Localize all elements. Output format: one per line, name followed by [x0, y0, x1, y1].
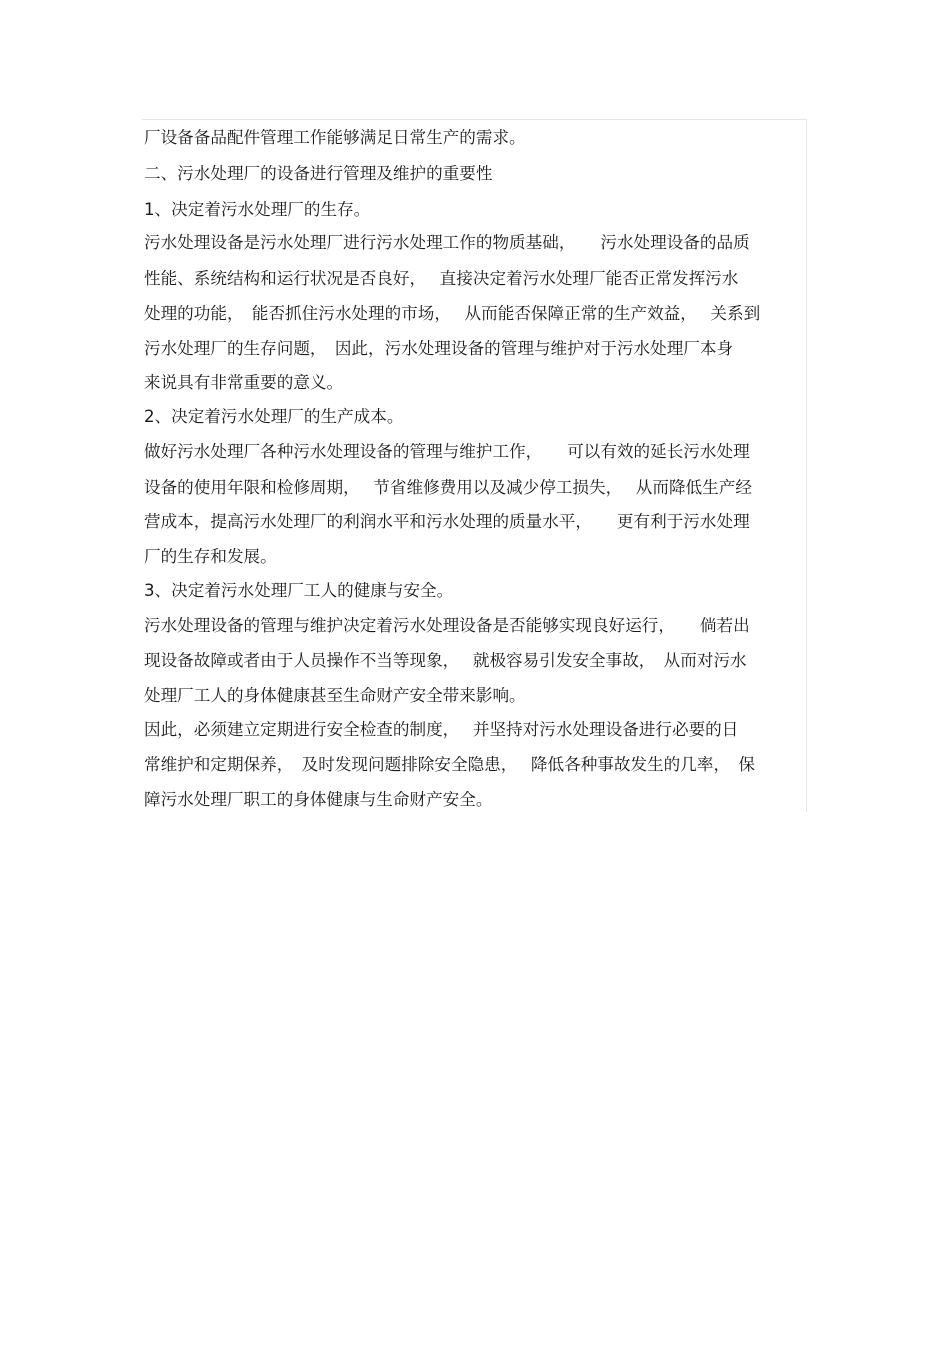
- text-line: 营成本，提高污水处理厂的利润水平和污水处理的质量水平， 更有利于污水处理: [144, 512, 750, 531]
- text-line: 障污水处理厂职工的身体健康与生命财产安全。: [144, 790, 493, 809]
- text-line: 来说具有非常重要的意义。: [144, 373, 344, 392]
- text-line: 污水处理设备的管理与维护决定着污水处理设备是否能够实现良好运行， 倘若出: [144, 616, 750, 635]
- subsection-heading: 2、决定着污水处理厂的生产成本。: [144, 407, 404, 426]
- section-heading: 二、污水处理厂的设备进行管理及维护的重要性: [144, 164, 493, 183]
- text-line: 厂设备备品配件管理工作能够满足日常生产的需求。: [144, 128, 526, 147]
- text-line: 常维护和定期保养， 及时发现问题排除安全隐患， 降低各种事故发生的几率， 保: [144, 755, 755, 774]
- subsection-heading: 1、决定着污水处理厂的生存。: [144, 200, 371, 219]
- text-line: 做好污水处理厂各种污水处理设备的管理与维护工作， 可以有效的延长污水处理: [144, 442, 750, 461]
- text-line: 设备的使用年限和检修周期， 节省维修费用以及减少停工损失， 从而降低生产经: [144, 478, 752, 497]
- subsection-heading: 3、决定着污水处理厂工人的健康与安全。: [144, 581, 454, 600]
- text-line: 因此，必须建立定期进行安全检查的制度， 并坚持对污水处理设备进行必要的日: [144, 720, 739, 739]
- text-frame: [142, 119, 807, 812]
- text-line: 厂的生存和发展。: [144, 547, 277, 566]
- text-line: 性能、系统结构和运行状况是否良好， 直接决定着污水处理厂能否正常发挥污水: [144, 269, 739, 288]
- text-line: 污水处理厂的生存问题， 因此，污水处理设备的管理与维护对于污水处理厂本身: [144, 339, 734, 358]
- text-line: 污水处理设备是污水处理厂进行污水处理工作的物质基础， 污水处理设备的品质: [144, 233, 750, 252]
- text-line: 处理厂工人的身体健康甚至生命财产安全带来影响。: [144, 686, 526, 705]
- text-line: 处理的功能， 能否抓住污水处理的市场， 从而能否保障正常的生产效益， 关系到: [144, 304, 761, 323]
- text-line: 现设备故障或者由于人员操作不当等现象， 就极容易引发安全事故， 从而对污水: [144, 651, 747, 670]
